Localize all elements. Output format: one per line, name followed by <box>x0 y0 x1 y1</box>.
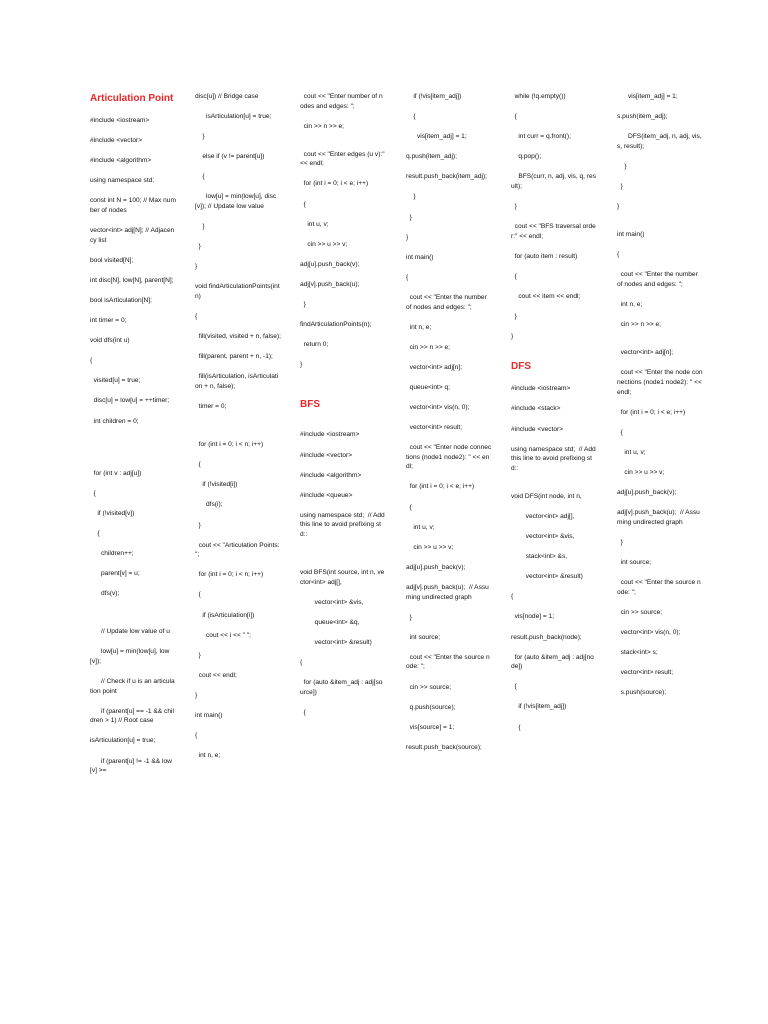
code-line: vector<int> vis(n, 0); <box>617 628 681 636</box>
code-line: #include <vector> <box>90 137 143 145</box>
code-line: int main() <box>406 253 434 261</box>
code-line: queue<int> q; <box>406 383 451 391</box>
code-line: { <box>406 273 409 281</box>
code-line: { <box>511 683 517 691</box>
code-line: // Check if u is an articulation point <box>90 678 175 695</box>
code-line: int n, e; <box>406 323 432 331</box>
section-heading: DFS <box>511 361 531 373</box>
code-line: cout << item << endl; <box>511 293 581 301</box>
code-line: } <box>300 361 303 369</box>
code-line: while (!q.empty()) <box>511 93 566 100</box>
code-line: for (int i = 0; i < n; i++) <box>195 441 264 449</box>
code-line: { <box>195 461 201 469</box>
code-line: int main() <box>195 712 223 719</box>
code-line: cin >> u >> v; <box>300 240 348 248</box>
code-line: cout << i << " "; <box>195 631 252 639</box>
code-line: void findArticulationPoints(int n) <box>195 283 282 301</box>
code-line: int curr = q.front(); <box>511 133 571 141</box>
code-line: #include <vector> <box>511 425 564 433</box>
code-line: low[u] = min(low[u], low[v]); <box>90 648 170 665</box>
code-line: } <box>406 213 412 221</box>
code-line: #include <algorithm> <box>90 157 152 165</box>
code-line: } <box>617 162 627 170</box>
code-line: adj[v].push_back(u); // Assuming undirected graph <box>406 583 489 601</box>
code-line: } <box>195 133 205 141</box>
code-line: disc[u]) // Bridge case <box>195 93 259 100</box>
code-line: cout << "Enter the number of nodes and edges: "; <box>617 271 700 288</box>
code-line: visited[u] = true; <box>90 377 141 385</box>
code-line: { <box>195 732 198 740</box>
code-line: } <box>406 233 409 241</box>
spacer <box>90 437 176 469</box>
code-line: for (auto item : result) <box>511 252 578 260</box>
spacer <box>617 222 703 230</box>
code-line: #include <queue> <box>300 491 353 499</box>
code-line: { <box>511 113 517 121</box>
code-line: if (parent[u] == -1 && children > 1) // Root case <box>90 707 174 725</box>
code-line: stack<int> s; <box>617 648 658 656</box>
code-line: { <box>406 113 416 121</box>
code-line: for (auto &item_adj : adj[source]) <box>300 679 383 696</box>
code-line: cout << "Enter the source node: "; <box>406 653 490 671</box>
code-line: for (int i = 0; i < n; i++) <box>195 571 264 579</box>
spacer <box>300 422 386 430</box>
code-line: } <box>406 613 412 621</box>
code-line: void BFS(int source, int n, vector<int> adj[], <box>300 569 385 586</box>
code-line: vis[node] = 1; <box>511 613 555 621</box>
code-line: } <box>195 223 205 231</box>
spacer <box>90 609 176 627</box>
code-line: cin >> u >> v; <box>617 468 665 476</box>
code-line: cin >> n >> e; <box>406 343 450 351</box>
code-line: isArticulation[u] = true; <box>195 113 272 121</box>
code-line: const int N = 100; // Max number of nodes <box>90 197 176 214</box>
code-line: { <box>511 723 521 731</box>
code-line: using namespace std; // Add this line to avoid prefixing std:: <box>511 445 598 472</box>
code-line: { <box>300 659 303 667</box>
code-line: } <box>195 263 198 271</box>
code-line: bool visited[N]; <box>90 256 134 264</box>
code-line: #include <iostream> <box>300 431 360 439</box>
code-line: cout << "Enter edges (u v):" << endl; <box>300 150 387 168</box>
code-line: if (parent[u] != -1 && low[v] >= <box>90 757 172 775</box>
code-line: low[u] = min(low[u], disc[v]); // Update low value <box>195 193 277 211</box>
code-line: adj[v].push_back(u); // Assuming undirected graph <box>617 509 700 526</box>
code-line: cout << "Articulation Points: "; <box>195 541 282 559</box>
code-line: } <box>195 691 198 699</box>
code-line: int u, v; <box>406 523 435 531</box>
code-line: for (int v : adj[u]) <box>90 469 142 477</box>
code-line: { <box>617 251 620 259</box>
code-line: adj[u].push_back(v); <box>617 488 677 496</box>
code-line: cout << "Enter number of nodes and edges: "; <box>300 93 383 110</box>
code-line: isArticulation[u] = true; <box>90 737 156 745</box>
code-line: adj[u].push_back(v); <box>406 563 466 571</box>
code-line: cout << "Enter the source node: "; <box>617 578 701 596</box>
code-line: } <box>617 203 620 211</box>
code-line: { <box>195 313 198 321</box>
code-line: { <box>300 708 306 716</box>
code-line: timer = 0; <box>195 403 227 411</box>
code-line: DFS(item_adj, n, adj, vis, s, result); <box>617 133 704 150</box>
code-line: vector<int> adj[], <box>511 512 575 520</box>
code-line: { <box>617 428 623 436</box>
code-line: { <box>90 489 96 497</box>
text-column-2 <box>195 92 281 771</box>
code-line: #include <vector> <box>300 451 353 459</box>
code-line: for (auto &item_adj : adj[node]) <box>511 653 594 671</box>
code-line: } <box>511 203 517 211</box>
code-line: cin >> source; <box>406 683 452 691</box>
code-line: cout << "Enter node connections (node1 node2): " << endl; <box>406 444 492 471</box>
code-line: fill(visited, visited + n, false); <box>195 333 281 341</box>
code-line: if (!vis[item_adj]) <box>406 93 462 100</box>
code-line: q.push(item_adj); <box>406 153 457 161</box>
code-line: #include <stack> <box>511 405 561 413</box>
code-line: children++; <box>90 549 134 557</box>
code-line: int n, e; <box>195 752 221 760</box>
code-line: fill(isArticulation, isArticulation + n, false); <box>195 373 279 390</box>
code-line: vector<int> vis(n, 0); <box>406 404 470 411</box>
code-line: } <box>617 182 623 190</box>
code-line: int timer = 0; <box>90 317 127 325</box>
spacer <box>300 550 386 568</box>
spacer <box>511 484 597 492</box>
code-line: cin >> source; <box>617 608 663 616</box>
code-line: findArticulationPoints(n); <box>300 321 372 329</box>
code-line: int u, v; <box>300 220 329 228</box>
text-column-1 <box>90 92 176 786</box>
code-line: vector<int> &result) <box>511 573 583 581</box>
code-line: disc[u] = low[u] = ++timer; <box>90 397 170 405</box>
spacer <box>195 422 281 440</box>
code-line: queue<int> &q, <box>300 618 360 626</box>
code-line: q.push(source); <box>406 703 456 711</box>
code-line: using namespace std; <box>90 177 155 185</box>
code-line: { <box>195 591 201 599</box>
code-line: vector<int> &result) <box>300 638 372 646</box>
code-line: fill(parent, parent + n, -1); <box>195 353 273 361</box>
code-line: cin >> n >> e; <box>300 122 344 130</box>
code-line: } <box>300 301 306 309</box>
code-line: vector<int> adj[n]; <box>406 363 463 371</box>
code-line: if (isArticulation[i]) <box>195 611 255 619</box>
code-line: } <box>617 538 623 546</box>
code-line: { <box>511 272 517 280</box>
text-column-3 <box>300 92 386 728</box>
code-line: vector<int> &vis, <box>511 533 575 541</box>
code-line: result.push_back(source); <box>406 743 482 751</box>
code-line: void DFS(int node, int n, <box>511 492 582 500</box>
code-line: vector<int> &vis, <box>300 598 364 606</box>
spacer <box>300 380 386 398</box>
code-line: cout << "BFS traversal order:" << endl; <box>511 223 596 240</box>
section-heading: Articulation Point <box>90 93 174 104</box>
spacer <box>300 142 386 150</box>
code-line: int u, v; <box>617 448 646 456</box>
code-line: int source; <box>406 633 441 641</box>
code-line: { <box>406 503 412 511</box>
code-line: cout << endl; <box>195 671 237 679</box>
code-line: } <box>195 651 201 659</box>
code-line: } <box>406 193 416 201</box>
code-line: #include <algorithm> <box>300 471 362 479</box>
code-line: bool isArticulation[N]; <box>90 296 152 304</box>
section-heading: BFS <box>300 399 320 411</box>
text-column-5 <box>511 92 597 743</box>
text-column-6 <box>617 92 703 708</box>
code-line: #include <iostream> <box>90 117 150 124</box>
code-line: result.push_back(node); <box>511 633 582 641</box>
code-line: vis[item_adj] = 1; <box>617 93 678 100</box>
code-line: // Update low value of u <box>90 628 170 636</box>
code-line: { <box>90 357 93 365</box>
code-line: BFS(curr, n, adj, vis, q, result); <box>511 173 597 190</box>
code-line: #include <iostream> <box>511 385 571 393</box>
code-line: q.pop(); <box>511 153 542 161</box>
code-line: return 0; <box>300 341 329 349</box>
code-line: } <box>511 333 514 341</box>
text-column-4 <box>406 92 492 763</box>
code-line: s.push(item_adj); <box>617 113 668 121</box>
code-line: void dfs(int u) <box>90 337 130 345</box>
code-line: parent[v] = u; <box>90 570 140 578</box>
code-line: vector<int> adj[N]; // Adjacency list <box>90 227 175 244</box>
code-line: cout << "Enter the number of nodes and edges: "; <box>406 293 489 311</box>
code-line: int main() <box>617 231 645 239</box>
code-line: dfs(i); <box>195 501 223 509</box>
code-line: vis[item_adj] = 1; <box>406 133 467 141</box>
code-line: adj[u].push_back(v); <box>300 260 360 268</box>
code-line: vector<int> result; <box>406 424 463 432</box>
spacer <box>617 340 703 348</box>
code-line: { <box>195 173 205 181</box>
code-line: if (!vis[item_adj]) <box>511 703 567 711</box>
code-line: result.push_back(item_adj); <box>406 173 487 181</box>
code-line: cin >> n >> e; <box>617 321 661 329</box>
code-line: cout << "Enter the node connections (node1 node2): " << endl; <box>617 369 704 396</box>
code-line: for (int i = 0; i < e; i++) <box>300 180 369 188</box>
code-line: vector<int> adj[n]; <box>617 349 674 357</box>
code-line: { <box>300 200 306 208</box>
code-line: } <box>195 521 201 529</box>
code-line: adj[v].push_back(u); <box>300 280 360 288</box>
code-line: else if (v != parent[u]) <box>195 153 265 161</box>
code-line: stack<int> &s, <box>511 553 568 561</box>
code-line: int children = 0; <box>90 417 139 425</box>
code-line: vector<int> result; <box>617 668 674 676</box>
code-line: vis[source] = 1; <box>406 723 455 731</box>
code-line: if (!visited[v]) <box>90 509 135 517</box>
spacer <box>511 352 597 360</box>
code-line: s.push(source); <box>617 689 667 696</box>
code-line: int source; <box>617 558 652 566</box>
code-line: } <box>511 313 517 321</box>
code-line: { <box>511 593 514 601</box>
code-line: cin >> u >> v; <box>406 543 454 551</box>
code-line: for (int i = 0; i < e; i++) <box>406 483 475 491</box>
code-line: int disc[N], low[N], parent[N]; <box>90 276 174 284</box>
code-line: int n, e; <box>617 301 643 309</box>
code-line: } <box>195 243 201 251</box>
code-line: for (int i = 0; i < e; i++) <box>617 408 686 416</box>
code-line: using namespace std; // Add this line to avoid prefixing std:: <box>300 511 387 538</box>
code-line: if (!visited[i]) <box>195 481 238 489</box>
code-line: dfs(v); <box>90 590 120 598</box>
code-line: { <box>90 529 100 537</box>
